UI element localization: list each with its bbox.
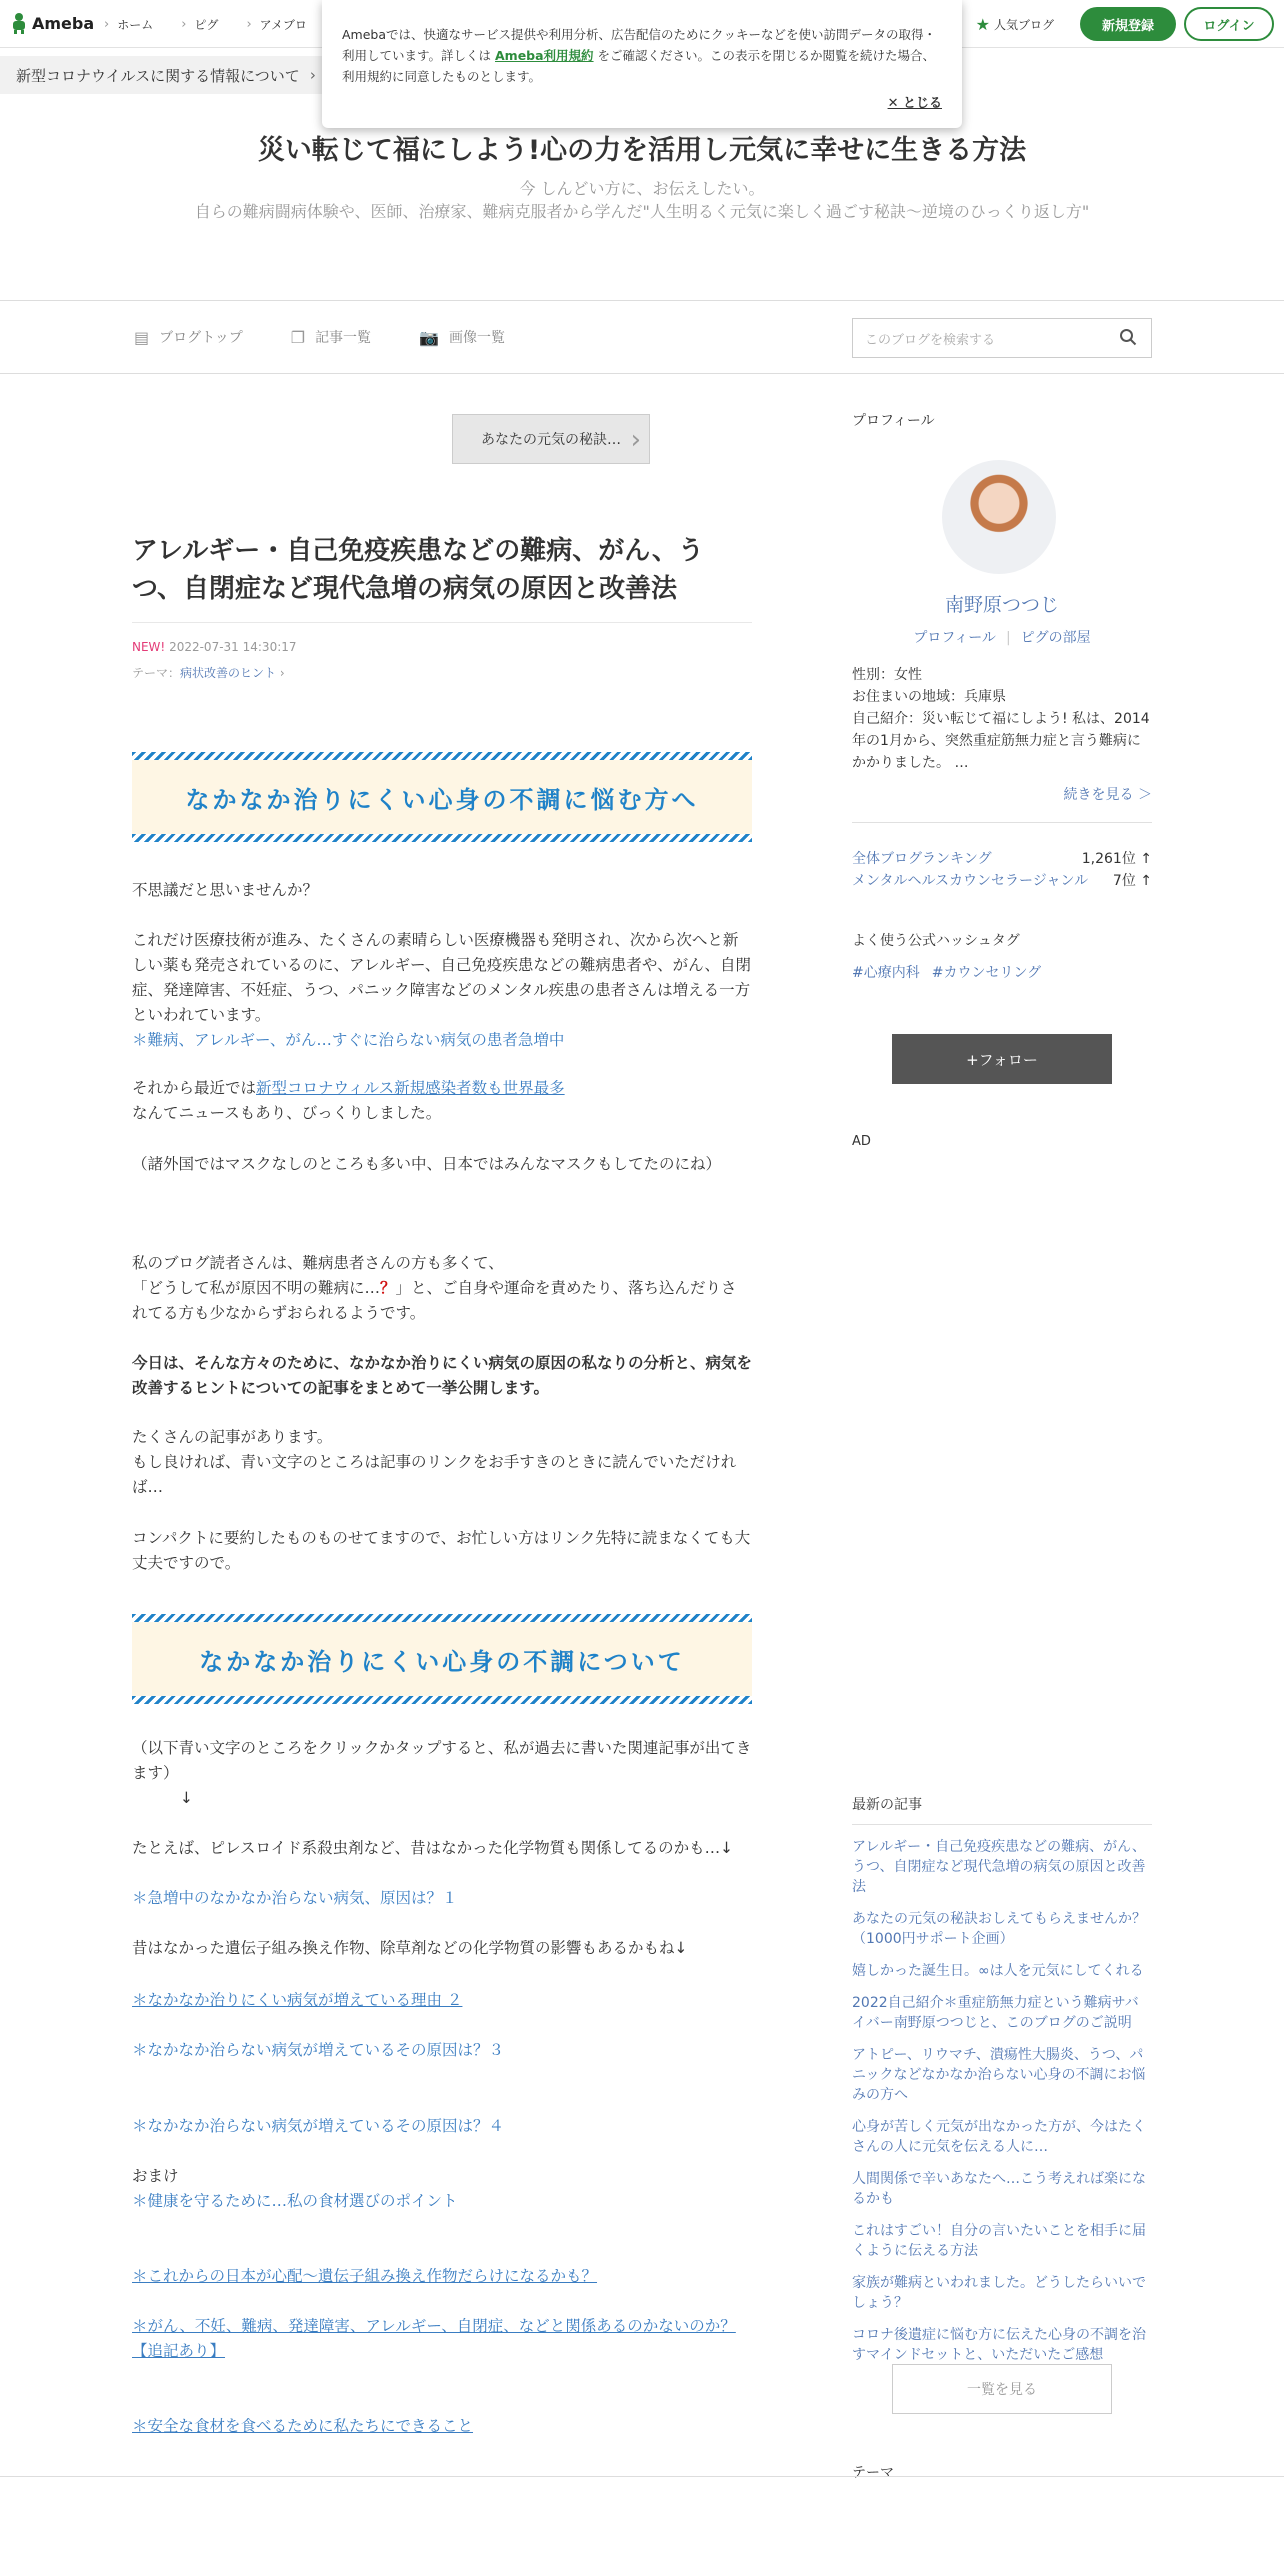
link-row-8 (132, 2414, 752, 2439)
latest-article-link[interactable]: コロナ後遺症に悩む方に伝えた心身の不調を治すマインドセットと、いただいたご感想 (852, 2327, 1146, 2363)
cookie-close-button[interactable] (888, 93, 942, 114)
hashtag-list (852, 962, 1041, 982)
paragraph-4: （諸外国ではマスクなしのところも多い中、日本ではみんなマスクもしてたのにね） (132, 1155, 722, 1173)
search-placeholder: このブログを検索する (865, 332, 996, 348)
global-nav (104, 16, 335, 33)
pig-room-link[interactable]: ピグの部屋 (1020, 630, 1091, 646)
paragraph-3a: それから最近では (132, 1079, 257, 1097)
terms-link[interactable]: Ameba利用規約 (495, 48, 594, 63)
menu-article-list-label: 記事一覧 (315, 330, 372, 346)
paragraph-9 (132, 1736, 752, 1811)
cookie-close-label: とじる (902, 96, 942, 111)
chevron-right-icon: › (309, 66, 316, 84)
paragraph-7 (132, 1425, 752, 1500)
login-button[interactable]: ログイン (1184, 7, 1274, 41)
top-right-actions (976, 7, 1274, 41)
popular-blog-link[interactable] (976, 15, 1054, 34)
document-icon: ▤ (134, 327, 150, 347)
latest-articles (852, 1794, 1152, 2377)
read-more-link[interactable]: 続きを見る ＞ (1063, 787, 1152, 803)
star-icon: ★ (975, 14, 990, 34)
omake-label: おまけ (132, 2167, 179, 2185)
ameba-logo[interactable] (10, 12, 94, 34)
link-cause-4[interactable]: ＊なかなか治らない病気が増えているその原因は？４ (132, 2117, 505, 2135)
paragraph-6 (132, 1351, 752, 1401)
theme-heading: テーマ (852, 2465, 894, 2481)
menu-image-list-label: 画像一覧 (448, 330, 505, 346)
nav-home[interactable]: › ホーム (104, 16, 153, 33)
heading-banner-1: なかなか治りにくい心身の不調に悩む方へ (132, 752, 752, 842)
paragraph-8: コンパクトに要約したものものせてますので、お忙しい方はリンク先特に読まなくても大丈夫ですので。 (132, 1529, 751, 1572)
theme-link[interactable]: 病状改善のヒント (180, 666, 277, 680)
divider: | (1005, 630, 1011, 646)
down-arrow: ↓ (180, 1789, 193, 1807)
latest-article-link[interactable]: 心身が苦しく元気が出なかった方が、今はたくさんの人に元気を伝える人に… (852, 2119, 1146, 2155)
paragraph-5b: 「どうして私が原因不明の難病に… (132, 1279, 381, 1297)
ranking-overall-value: 1,261位 ↑ (1081, 851, 1152, 867)
link-gmo-japan[interactable]: ＊これからの日本が心配〜遺伝子組み換え作物だらけになるかも？ (132, 2267, 598, 2285)
nav-ameblo[interactable]: › アメブロ (246, 16, 306, 33)
cookie-dialog (322, 0, 962, 128)
link-cause-1[interactable]: ＊急増中のなかなか治らない病気、原因は？１ (132, 1889, 458, 1907)
profile-avatar[interactable] (942, 460, 1056, 574)
paragraph-7a: たくさんの記事があります。 (132, 1428, 333, 1446)
profile-intro: 自己紹介：災い転じて福にしよう! 私は、2014年の1月から、突然重症筋無力症と言う難病にかかりました。 … (852, 711, 1150, 771)
profile-area: お住まいの地域：兵庫県 (852, 689, 1006, 705)
cookie-text-2: をご確認ください。この表示を閉じるか閲覧を続けた場合、利用規約に同意したものとします。 (342, 48, 936, 84)
see-all-button[interactable]: 一覧を見る (892, 2364, 1112, 2414)
latest-article-link[interactable]: 2022自己紹介＊重症筋無力症という難病サバイバー南野原つつじと、このブログのご説明 (852, 1995, 1139, 2031)
nav-pig[interactable]: › ピグ (181, 16, 218, 33)
paragraph-2-text: これだけ医療技術が進み、たくさんの素晴らしい医療機器も発明され、次から次へと新しい薬も発売されているのに、アレルギー、自己免疫疾患などの難病患者や、がん、自閉症、発達障害、不妊症、うつ、パニック障害などのメンタル疾患の患者さんは増える一方といわれています。 (132, 931, 751, 1024)
article-date: 2022-07-31 14:30:17 (169, 640, 297, 654)
latest-article-link[interactable]: 人間関係で辛いあなたへ…こう考えれば楽になるかも (852, 2171, 1146, 2207)
link-cause-3[interactable]: ＊なかなか治らない病気が増えているその原因は？３ (132, 2041, 505, 2059)
new-badge: NEW! (132, 640, 166, 654)
theme-label: テーマ： (132, 666, 181, 680)
ranking-overall (852, 848, 1152, 868)
ranking-genre (852, 870, 1152, 890)
paragraph-11: 昔はなかった遺伝子組み換え作物、除草剤などの化学物質の影響もあるかもね↓ (132, 1939, 688, 1957)
blog-menu-bar (0, 300, 1284, 374)
latest-article-link[interactable]: アレルギー・自己免疫疾患などの難病、がん、うつ、自閉症など現代急増の病気の原因と改善法 (852, 1839, 1146, 1895)
profile-info (852, 664, 1152, 774)
link-row-3 (132, 2038, 752, 2063)
latest-article-link[interactable]: アトピー、リウマチ、潰瘍性大腸炎、うつ、パニックなどなかなか治らない心身の不調にお悩みの方へ (852, 2047, 1146, 2103)
latest-article-link[interactable]: 家族が難病といわれました。どうしたらいいでしょう？ (852, 2275, 1146, 2311)
paragraph-3 (132, 1076, 752, 1126)
heading-banner-2: なかなか治りにくい心身の不調について (132, 1614, 752, 1704)
link-row-2 (132, 1988, 752, 2013)
ranking-genre-link[interactable]: メンタルヘルスカウンセラージャンル (852, 873, 1089, 889)
paragraph-10: たとえば、ピレスロイド系殺虫剤など、昔はなかった化学物質も関係してるのかも…↓ (132, 1839, 734, 1857)
blog-description (0, 177, 1284, 223)
covid-info-text: 新型コロナウイルスに関する情報について (16, 66, 300, 85)
profile-link[interactable]: プロフィール (913, 630, 996, 646)
link-cause-2[interactable]: ＊なかなか治りにくい病気が増えている理由 ２ (132, 1991, 463, 2009)
menu-image-list[interactable] (419, 327, 505, 347)
blog-sub-2: 自らの難病闘病体験や、医師、治療家、難病克服者から学んだ"人生明るく元気に楽しく過ごす秘訣～逆境のひっくり返し方" (194, 202, 1090, 221)
copy-icon: ❐ (290, 327, 306, 347)
link-related-diseases[interactable]: ＊がん、不妊、難病、発達障害、アレルギー、自閉症、などと関係あるのかないのか？【追記あり】 (132, 2317, 736, 2360)
paragraph-2 (132, 928, 752, 1053)
blog-sub-1: 今 しんどい方に、お伝えしたい。 (519, 179, 765, 198)
search-icon[interactable] (1119, 328, 1137, 346)
link-safe-food[interactable]: ＊安全な食材を食べるために私たちにできること (132, 2417, 474, 2435)
camera-icon: 📷 (419, 327, 439, 347)
popular-label: 人気ブログ (993, 17, 1054, 32)
question-mark: ？ (380, 1279, 396, 1297)
ranking-genre-value: 7位 ↑ (1112, 873, 1152, 889)
close-icon: ✕ (887, 96, 903, 111)
hashtag-heading: よく使う公式ハッシュタグ (852, 933, 1020, 949)
paragraph-5a: 私のブログ読者さんは、難病患者さんの方も多くて、 (132, 1254, 504, 1272)
latest-heading: 最新の記事 (852, 1794, 1152, 1825)
menu-blog-top-label: ブログトップ (159, 330, 243, 346)
follow-button[interactable]: +フォロー (892, 1034, 1112, 1084)
latest-article-link[interactable]: 嬉しかった誕生日。∞は人を元気にしてくれる (852, 1963, 1144, 1979)
logo-text: Ameba (32, 13, 95, 33)
link-food-selection[interactable]: ＊健康を守るために…私の食材選びのポイント (132, 2192, 458, 2210)
paragraph-5c: 」と、ご自身や運命を責めたり、落ち込んだりされてる方も少なからずおられるようです。 (132, 1279, 737, 1322)
paragraph-12 (132, 2164, 752, 2214)
blog-search-input[interactable] (852, 318, 1152, 358)
link-row-4 (132, 2114, 752, 2139)
link-patients-increase[interactable]: ＊難病、アレルギー、がん…すぐに治らない病気の患者急増中 (132, 1031, 565, 1049)
footer-divider (0, 2476, 1284, 2477)
article-theme (132, 664, 285, 681)
link-row-6 (132, 2264, 752, 2289)
blog-title[interactable]: 災い転じて福にしよう!心の力を活用し元気に幸せに生きる方法 (257, 135, 1027, 166)
register-button[interactable]: 新規登録 (1080, 7, 1176, 41)
divider (132, 622, 752, 623)
blog-menu (134, 327, 553, 347)
profile-name[interactable]: 南野原つつじ (944, 594, 1059, 616)
profile-heading: プロフィール (852, 413, 935, 429)
paragraph-5 (132, 1251, 752, 1326)
ameba-logo-icon (10, 12, 28, 34)
latest-article-link[interactable]: これはすごい！自分の言いたいことを相手に届くように伝える方法 (852, 2223, 1146, 2259)
link-covid-cases[interactable]: 新型コロナウィルス新規感染者数も世界最多 (256, 1079, 565, 1097)
next-article-button[interactable] (452, 414, 650, 464)
link-row-7 (132, 2314, 752, 2364)
profile-links (852, 627, 1152, 647)
article-title[interactable]: アレルギー・自己免疫疾患などの難病、がん、うつ、自閉症など現代急増の病気の原因と改善法 (132, 536, 704, 604)
paragraph-1: 不思議だと思いませんか？ (132, 881, 319, 899)
cookie-text-1: Amebaでは、快適なサービス提供や利用分析、広告配信のためにクッキーなどを使い訪問データの取得・利用しています。詳しくは (342, 27, 937, 63)
chevron-right-icon: › (276, 666, 285, 680)
ad-label: AD (852, 1134, 871, 1149)
article-meta (132, 640, 297, 654)
next-article-label: あなたの元気の秘訣… (481, 432, 621, 448)
paragraph-9-text: （以下青い文字のところをクリックかタップすると、私が過去に書いた関連記事が出てきます） (132, 1739, 752, 1782)
hashtag-item[interactable]: #心療内科 (852, 965, 920, 981)
chevron-right-icon: › (630, 425, 641, 455)
menu-article-list[interactable] (291, 327, 371, 347)
menu-blog-top[interactable] (134, 327, 243, 347)
paragraph-3b: なんてニュースもあり、びっくりしました。 (132, 1104, 442, 1122)
hashtag-item[interactable]: #カウンセリング (931, 965, 1042, 981)
divider (852, 822, 1152, 823)
paragraph-7b: もし良ければ、青い文字のところは記事のリンクをお手すきのときに読んでいただければ… (132, 1453, 737, 1496)
latest-article-link[interactable]: あなたの元気の秘訣おしえてもらえませんか？（1000円サポート企画） (852, 1911, 1146, 1947)
ranking-overall-link[interactable]: 全体ブログランキング (852, 851, 992, 867)
link-row-1 (132, 1886, 752, 1911)
profile-gender: 性別：女性 (852, 667, 922, 683)
paragraph-6-bold: 今日は、そんな方々のために、なかなか治りにくい病気の原因の私なりの分析と、病気を改善するヒントについての記事をまとめて一挙公開します。 (132, 1354, 753, 1397)
covid-info-link[interactable] (0, 56, 330, 94)
